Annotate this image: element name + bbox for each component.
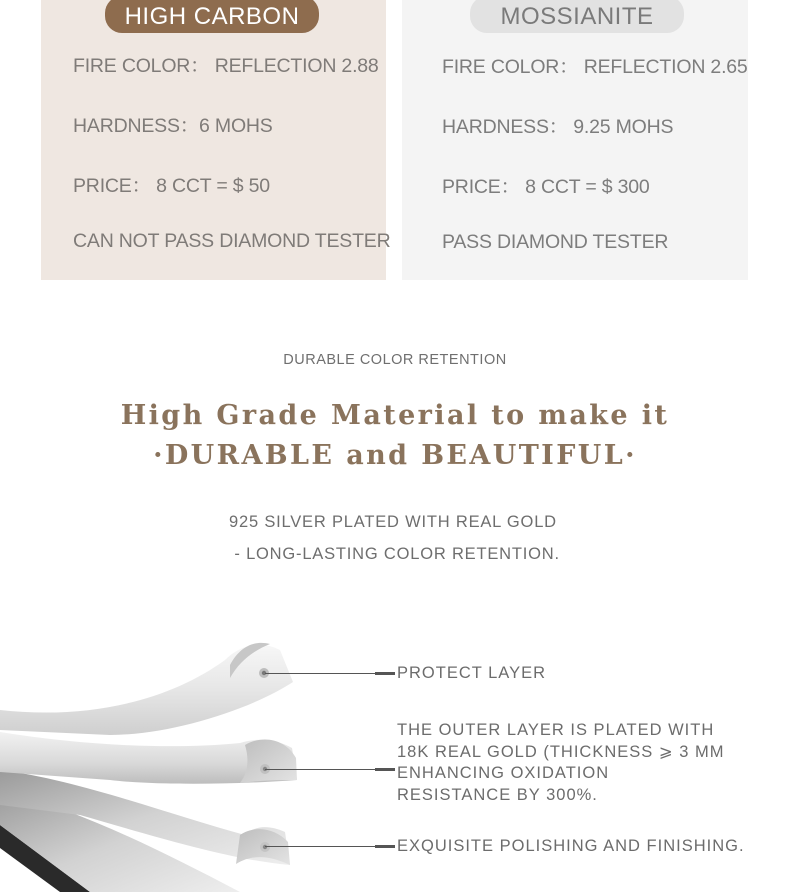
callout-outer-line-3: ENHANCING OXIDATION: [397, 764, 610, 782]
callout-protect-layer: PROTECT LAYER: [397, 664, 547, 682]
high-carbon-panel: [41, 0, 391, 280]
mossianite-tester: PASS DIAMOND TESTER: [442, 231, 669, 253]
callout-outer-layer: [397, 720, 725, 806]
leader-cap-polish: [375, 845, 395, 848]
headline-line-1: High Grade Material to make it: [120, 400, 670, 431]
high-carbon-price: PRICE： 8 CCT = $ 50: [73, 175, 270, 197]
high-carbon-fire-color: FIRE COLOR： REFLECTION 2.88: [73, 55, 379, 77]
mossianite-fire-color: FIRE COLOR： REFLECTION 2.65: [442, 56, 748, 78]
callout-polishing: EXQUISITE POLISHING AND FINISHING.: [397, 837, 745, 855]
leader-cap-outer: [375, 768, 395, 771]
leader-cap-protect: [375, 672, 395, 675]
eyebrow-label: DURABLE COLOR RETENTION: [283, 352, 507, 368]
subtext-line-1: 925 SILVER PLATED WITH REAL GOLD: [229, 513, 557, 531]
mossianite-price: PRICE： 8 CCT = $ 300: [442, 176, 650, 198]
headline-line-2: ·DURABLE and BEAUTIFUL·: [153, 440, 637, 471]
mossianite-badge: MOSSIANITE: [470, 0, 684, 33]
callout-outer-line-4: RESISTANCE BY 300%.: [397, 785, 598, 804]
subtext-line-2: - LONG-LASTING COLOR RETENTION.: [229, 545, 560, 563]
plated-layers-illustration: [0, 620, 320, 892]
mossianite-hardness: HARDNESS： 9.25 MOHS: [442, 116, 674, 138]
callout-outer-line-1: THE OUTER LAYER IS PLATED WITH: [397, 721, 715, 739]
high-carbon-tester: CAN NOT PASS DIAMOND TESTER: [73, 230, 391, 252]
high-carbon-badge: HIGH CARBON: [105, 0, 319, 33]
callout-outer-line-2: 18K REAL GOLD (THICKNESS ⩾ 3 MM: [397, 742, 725, 761]
high-carbon-hardness: HARDNESS：6 MOHS: [73, 115, 273, 137]
mossianite-panel: [402, 0, 748, 280]
